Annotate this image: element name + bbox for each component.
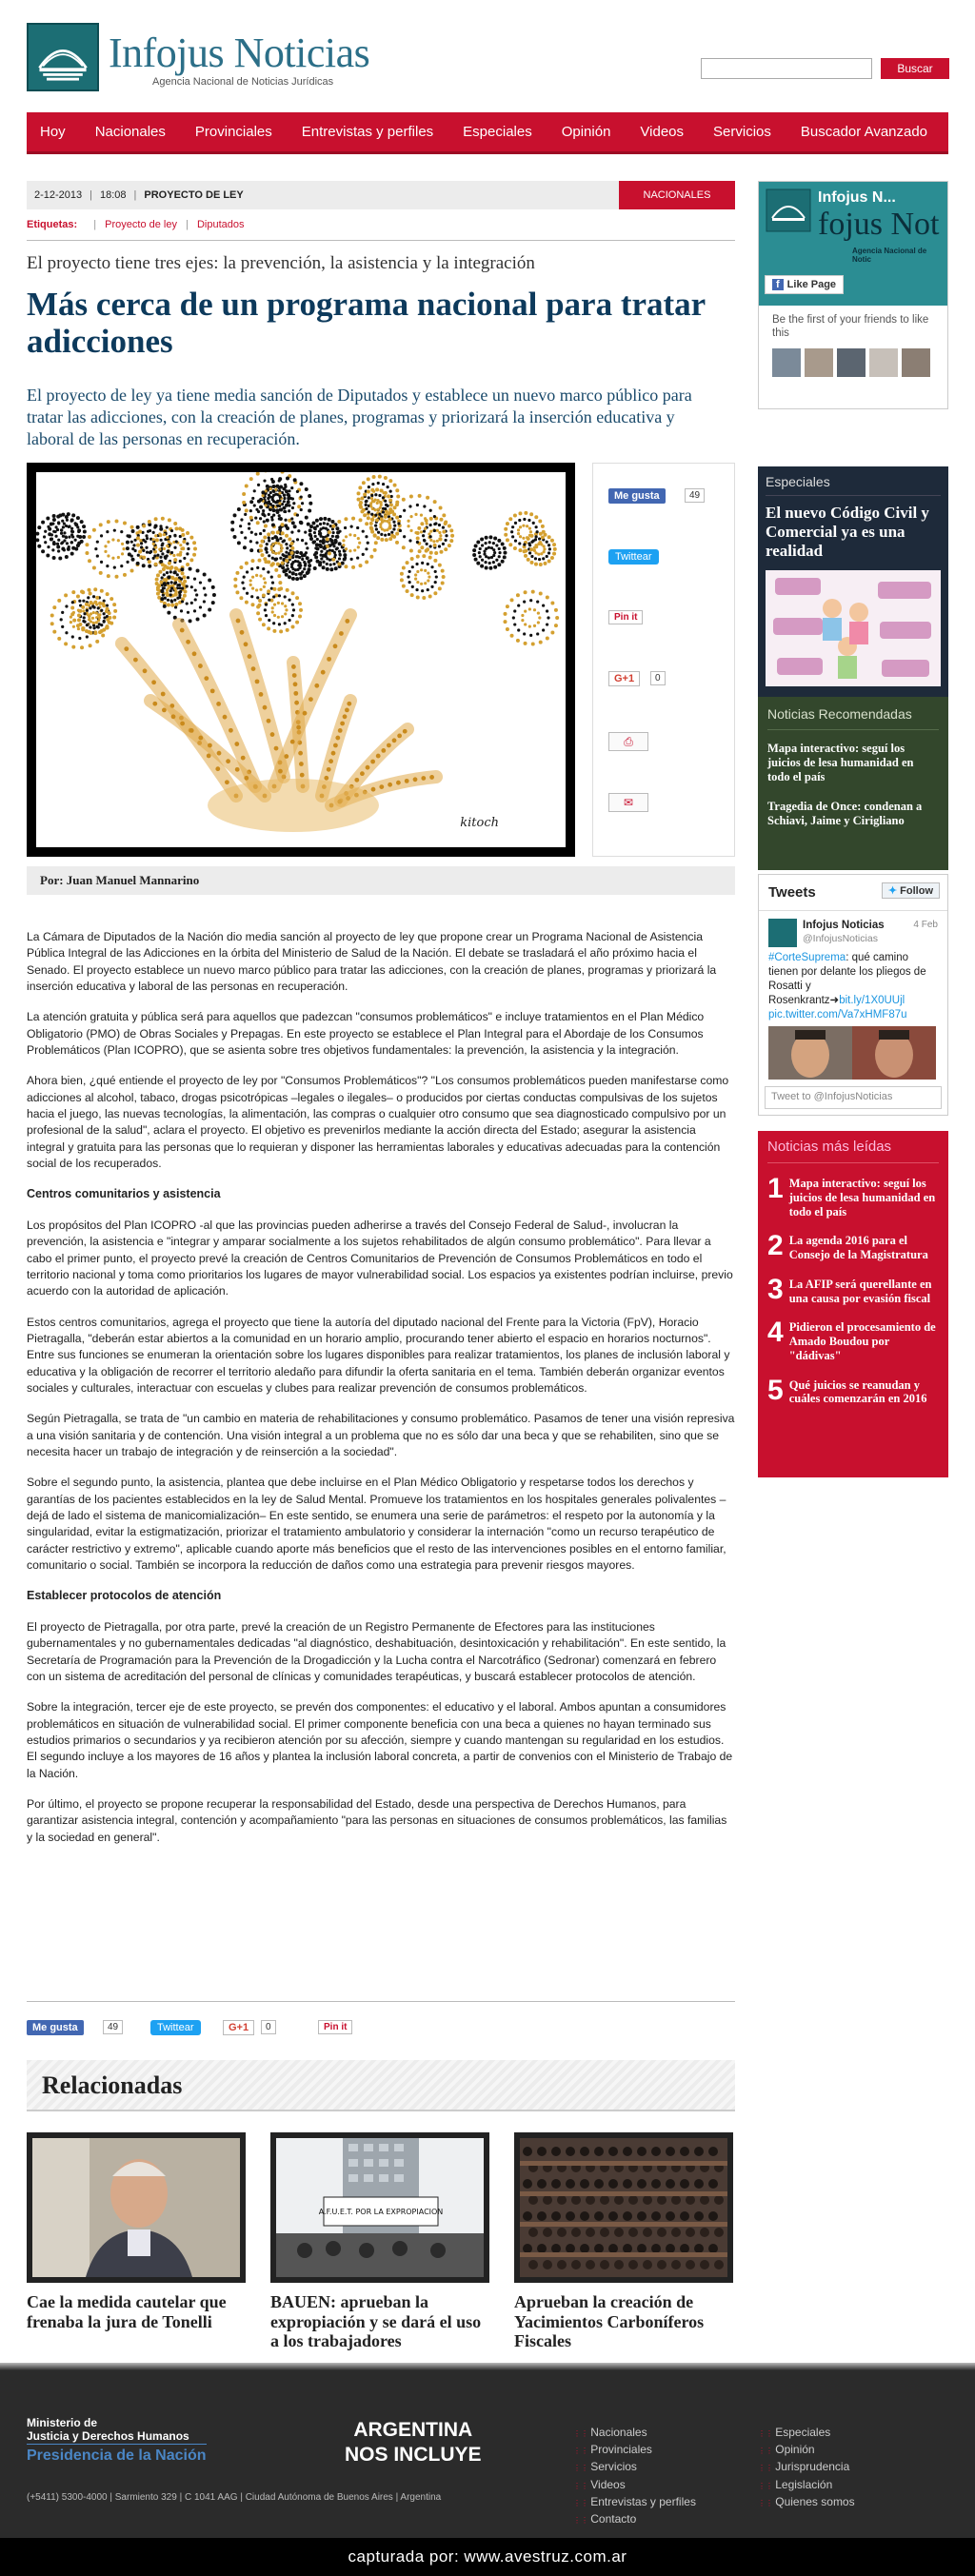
nav-item-nacionales[interactable]: Nacionales	[94, 124, 166, 140]
related-thumbnail[interactable]	[514, 2132, 733, 2283]
article-time: 18:08	[100, 189, 127, 201]
capture-caption: capturada por: www.avestruz.com.ar	[0, 2538, 975, 2576]
article-image	[27, 463, 575, 857]
article-lead: El proyecto de ley ya tiene media sanción de Diputados y establece un nuevo marco público para tratar las adicciones, con la creación de planes, programas y priorizará la inserción educativa y laboral de las personas en recuperación.	[27, 386, 692, 449]
footer-link[interactable]: ⋮⋮ Especiales	[758, 2424, 855, 2441]
ministry-line: Ministerio de	[27, 2416, 98, 2429]
mas-leida-title[interactable]: La agenda 2016 para el Consejo de la Magistratura	[788, 1234, 928, 1261]
body-paragraph: Sobre la integración, tercer eje de este proyecto, se prevén dos componentes: el educativo y el laboral. Ambos apuntan a consumidores problemáticos en situación de vulnerabilidad social. El primer componente beneficia con una beca a quienes no hayan terminado sus estudios primarios o secundarios y ya recibieron atención por su afección, siempre y cuando mantengan su regularidad en los estudios. El segundo incluye a los mayores de 16 años y plantea la inclusión laboral concreta, a partir de convenios con el Ministerio de Trabajo de la Nación.	[27, 1700, 733, 1780]
facebook-like-count: 49	[103, 2020, 123, 2034]
mas-leida-title[interactable]: La AFIP será querellante en una causa por evasión fiscal	[788, 1277, 932, 1305]
twitter-follow-button[interactable]	[882, 882, 940, 899]
nav-item-opinion[interactable]: Opinión	[561, 124, 611, 140]
article-kicker: El proyecto tiene tres ejes: la prevención, la asistencia y la integración	[27, 253, 535, 273]
related-card[interactable]	[270, 2132, 489, 2351]
recomendada-item[interactable]: Mapa interactivo: seguí los juicios de lesa humanidad en todo el país	[767, 742, 914, 783]
printer-icon: ⎙	[624, 735, 633, 748]
article-date: 2-12-2013	[34, 189, 83, 201]
nav-item-especiales[interactable]: Especiales	[463, 124, 532, 140]
nav-item-buscador[interactable]: Buscador Avanzado	[800, 124, 928, 140]
nav-item-videos[interactable]: Videos	[640, 124, 685, 140]
mas-leidas-title: Noticias más leídas	[767, 1139, 939, 1163]
mas-leida-title[interactable]: Qué juicios se reanudan y cuáles comenzarán en 2016	[788, 1377, 927, 1406]
footer-address: (+5411) 5300-4000 | Sarmiento 329 | C 1041 AAG | Ciudad Autónoma de Buenos Aires | Argentina	[27, 2492, 442, 2503]
twitter-share-button[interactable]: Twittear	[608, 549, 659, 565]
label-link-proyecto-de-ley[interactable]: Proyecto de ley	[105, 219, 177, 230]
footer-link[interactable]: ⋮⋮ Opinión	[758, 2441, 855, 2458]
especiales-title: Especiales	[766, 474, 941, 496]
rank-number: 1	[767, 1173, 784, 1204]
follow-label: Follow	[900, 885, 933, 897]
article-body	[27, 929, 735, 1860]
footer-link[interactable]: ⋮⋮ Provinciales	[573, 2441, 696, 2458]
logo-title-b: Noticias	[233, 30, 370, 76]
nav-item-servicios[interactable]: Servicios	[713, 124, 771, 140]
google-plus-count: 0	[261, 2020, 276, 2034]
footer-links-col2	[758, 2424, 855, 2510]
mas-leida-item[interactable]	[767, 1273, 939, 1306]
avatar[interactable]	[772, 348, 801, 377]
ministry-presidency: Presidencia de la Nación	[27, 2444, 207, 2465]
google-plus-button[interactable]: G+1	[223, 2020, 254, 2035]
tweet-hashtag[interactable]: #CorteSuprema	[768, 952, 846, 963]
footer-link[interactable]: ⋮⋮ Servicios	[573, 2458, 696, 2475]
article-author	[27, 866, 735, 895]
tweet-link[interactable]: pic.twitter.com/Va7xHMF87u	[768, 1008, 907, 1020]
recomendadas-title: Noticias Recomendadas	[767, 706, 939, 730]
facebook-faces	[759, 348, 947, 377]
facebook-cover-text: fojus Not	[818, 207, 940, 242]
rank-number: 2	[767, 1230, 784, 1262]
label-separator: |	[93, 219, 97, 230]
tweet-image[interactable]	[768, 1026, 936, 1080]
related-title[interactable]: Aprueban la creación de Yacimientos Carboníferos Fiscales	[514, 2292, 705, 2351]
logo-title-a: Infojus	[109, 30, 225, 76]
facebook-icon: f	[772, 279, 784, 290]
author-name: Por: Juan Manuel Mannarino	[40, 873, 200, 887]
mas-leida-item[interactable]	[767, 1318, 939, 1362]
mail-icon: ✉	[623, 796, 634, 809]
facebook-first-friends: Be the first of your friends to like this	[772, 314, 929, 340]
rank-number: 3	[767, 1273, 784, 1305]
share-column	[592, 463, 735, 857]
section-badge[interactable]: NACIONALES	[619, 181, 735, 209]
related-thumbnail[interactable]	[27, 2132, 246, 2283]
footer-link[interactable]: ⋮⋮ Videos	[573, 2476, 696, 2493]
article-tag[interactable]: PROYECTO DE LEY	[144, 189, 244, 201]
recomendadas-widget	[758, 697, 948, 870]
especiales-headline[interactable]: El nuevo Código Civil y Comercial ya es una realidad	[766, 504, 929, 561]
avatar[interactable]	[805, 348, 833, 377]
mas-leida-item[interactable]	[767, 1232, 939, 1262]
labels-title: Etiquetas:	[27, 219, 78, 230]
body-paragraph: El proyecto de Pietragalla, por otra parte, prevé la creación de un Registro Permanente de Efectores para las instituciones gubernamentales y no gubernamentales dedicadas "al diagnóstico, deshabituación, desintoxicación y rehabilitación". En este sentido, la Secretaría de Programación para la Prevención de la Drogadicción y la Lucha contra el Narcotráfico (Sedronar) comenzará en febrero con un sistema de acreditación del personal de clínicas y comunidades terapéuticas, y buscará establecer protocolos de atención.	[27, 1620, 726, 1683]
divider	[27, 2001, 735, 2002]
share-bar-bottom	[27, 2018, 408, 2041]
label-separator: |	[186, 219, 189, 230]
tweet-text: : qué camino tienen por delante los pliegos de Rosatti y Rosenkrantz➜	[768, 952, 926, 1006]
rank-number: 5	[767, 1374, 784, 1406]
related-thumbnail[interactable]	[270, 2132, 489, 2283]
site-logo-icon[interactable]	[27, 23, 99, 91]
article-labels	[27, 219, 245, 230]
related-sign-text: A.F.U.E.T. POR LA EXPROPIACION	[318, 2208, 444, 2216]
facebook-like-page-button[interactable]	[765, 275, 844, 294]
site-logo-subtitle: Agencia Nacional de Noticias Jurídicas	[152, 76, 334, 88]
footer-link[interactable]: ⋮⋮ Legislación	[758, 2476, 855, 2493]
body-paragraph: Según Pietragalla, se trata de "un cambio en materia de rehabilitaciones y consumo problemático. Pasamos de tener una visión represiva a una visión sanitaria y de contención. Una visión integral a un problema que no es sólo dar una beca y que se rehabiliten, sino que se necesita hacer un trabajo de integración y de reinserción a la sociedad".	[27, 1412, 735, 1458]
google-plus-button[interactable]: G+1	[608, 671, 640, 686]
tweets-header	[759, 875, 947, 911]
body-paragraph: Estos centros comunitarios, agrega el proyecto que tiene la autoría del diputado nacional del Frente para la Victoria (FpV), Horacio Pietragalla, "deberán estar abiertos a la comunidad en un horario amplio, procurando tener abierto el espacio en horarios nocturnos". Entre sus funciones se enumeran la orientación sobre los lugares disponibles para realizar tratamientos, los planes de inclusión laboral y educativa y la obligación de recorrer el territorio aledaño para difundir la oferta sanitaria en el tema. También deberán organizar eventos sociales y culturales, interactuar con escuelas y clubes para realizar prevención de consumos problemáticos.	[27, 1315, 730, 1395]
recomendada-item[interactable]: Tragedia de Once: condenan a Schiavi, Jaime y Cirigliano	[767, 800, 923, 827]
avatar[interactable]	[902, 348, 930, 377]
twitter-widget	[758, 874, 948, 1116]
facebook-like-count: 49	[685, 488, 705, 503]
footer-shadow	[0, 2363, 975, 2370]
ministry-logo[interactable]	[27, 2416, 207, 2465]
tweet-link[interactable]: bit.ly/1X0UUjl	[839, 994, 905, 1006]
ministry-line: Justicia y Derechos Humanos	[27, 2429, 189, 2444]
article-headline: Más cerca de un programa nacional para tratar adicciones	[27, 286, 706, 361]
facebook-cover	[759, 182, 947, 306]
google-plus-count: 0	[650, 671, 666, 685]
facebook-widget	[758, 181, 948, 409]
facebook-like-button[interactable]: Me gusta	[27, 2020, 84, 2035]
email-button[interactable]	[608, 793, 648, 812]
meta-separator: |	[90, 189, 93, 201]
nav-item-hoy[interactable]: Hoy	[40, 124, 66, 140]
site-logo-title[interactable]	[109, 32, 369, 74]
tweets-title: Tweets	[768, 884, 816, 901]
rank-number: 4	[767, 1317, 784, 1349]
mas-leida-title[interactable]: Mapa interactivo: seguí los juicios de lesa humanidad en todo el país	[788, 1177, 936, 1219]
footer-link[interactable]: ⋮⋮ Nacionales	[573, 2424, 696, 2441]
nav-item-provinciales[interactable]: Provinciales	[194, 124, 272, 140]
site-footer	[0, 2363, 975, 2538]
facebook-cover-subtitle: Agencia Nacional de Notic	[852, 247, 927, 264]
nav-item-entrevistas[interactable]: Entrevistas y perfiles	[301, 124, 434, 140]
main-nav	[27, 112, 948, 154]
slogan-line: ARGENTINA	[353, 2419, 473, 2441]
tweet[interactable]	[759, 911, 947, 1087]
illustration-signature: kitoch	[460, 816, 499, 830]
illustration-hands	[36, 472, 566, 847]
body-paragraph: La atención gratuita y pública será para aquellos que padezcan "consumos problemáticos" e incluye tratamientos en el Plan Médico Obligatorio (PMO) de Obras Sociales y Prepagas. En este proyecto se establece el Plan Integral para el Abordaje de los Consumos Problemáticos (Plan ICOPRO), que se asienta sobre tres objetivos fundamentales: la prevención, la asistencia y la integración.	[27, 1010, 705, 1057]
mas-leida-item[interactable]	[767, 1175, 939, 1219]
tweet-author[interactable]: Infojus Noticias	[803, 920, 885, 931]
mas-leidas-widget	[758, 1131, 948, 1477]
body-paragraph: Sobre el segundo punto, la asistencia, plantea que debe incluirse en el Plan Médico Obligatorio y respetarse todos los derechos y garantías de los pacientes establecidos en la ley de Salud Mental. Promueve los tratamientos en los hospitales generales polivalentes –dejá de lado el sistema de manicomialización– En este sentido, se enumera una serie de parámetros: el respeto por la autonomía y la singularidad, evitar la estigmatización, priorizar el tratamiento ambulatorio y considerar la internación "como un recurso terapéutico de carácter restrictivo y extremo", aplicable cuando aporte más beneficios que el resto de las intervenciones posibles en el entorno familiar, comunitario o social. También se incorpora la reducción de daños como una estrategia para prevenir riesgos mayores.	[27, 1476, 726, 1572]
avatar[interactable]	[869, 348, 898, 377]
meta-separator: |	[133, 189, 137, 201]
body-paragraph: La Cámara de Diputados de la Nación dio media sanción al proyecto de ley que propone crear un Programa Nacional de Asistencia Pública Integral de las Adicciones en la órbita del Ministerio de Salud de la Nación. El debate se trasladará el año próximo hacia el Senado. El proyecto establece un nuevo marco público para tratar las adicciones, con la creación de planes, programas y priorizará la inserción educativa y laboral de las personas en recuperación.	[27, 930, 717, 993]
like-page-label: Like Page	[786, 279, 837, 290]
related-card[interactable]	[514, 2132, 733, 2351]
twitter-bird-icon: ✦	[887, 885, 898, 897]
mas-leida-item[interactable]	[767, 1374, 939, 1407]
pinterest-button[interactable]: Pin it	[318, 2020, 352, 2034]
slogan-line: NOS INCLUYE	[345, 2444, 482, 2467]
avatar[interactable]	[837, 348, 866, 377]
footer-link[interactable]: ⋮⋮ Contacto	[573, 2510, 696, 2527]
body-paragraph: Por último, el proyecto se propone recuperar la responsabilidad del Estado, desde una perspectiva de Derechos Humanos, para garantizar asistencia integral, contención y acompañamiento "para las personas en situaciones de consumos problemáticos, las familias y la sociedad en general".	[27, 1796, 727, 1844]
search-button[interactable]: Buscar	[881, 58, 949, 79]
related-title[interactable]: Cae la medida cautelar que frenaba la jura de Tonelli	[27, 2292, 227, 2331]
footer-link[interactable]: ⋮⋮ Jurisprudencia	[758, 2458, 855, 2475]
tweet-compose-input[interactable]: Tweet to @InfojusNoticias	[765, 1086, 942, 1109]
twitter-share-button[interactable]: Twittear	[150, 2020, 201, 2035]
body-subheading: Establecer protocolos de atención	[27, 1589, 222, 1603]
body-paragraph: Ahora bien, ¿qué entiende el proyecto de ley por "Consumos Problemáticos"? "Los consumos problemáticos pueden manifestarse como adicciones al alcohol, tabaco, drogas psicotrópicas –legales o ilegales– o producidos por ciertas conductas compulsivas de los sujetos hacia el juego, las nuevas tecnologías, la alimentación, las compras o cualquier otro consumo que sea diagnosticado compulsivo por un profesional de la salud", aclara el proyecto. El objetivo es prevenirlos mediante la acción directa del Estado; asegurar la asistencia integral y gratuita para las personas que lo requieran y disponer las herramientas laborales y educativas adecuadas para la contención social de los recuperados.	[27, 1074, 729, 1170]
site-header	[0, 0, 975, 112]
related-title[interactable]: BAUEN: aprueban la expropiación y se dará el uso a los trabajadores	[270, 2292, 482, 2351]
argentina-slogan[interactable]	[345, 2418, 482, 2468]
print-button[interactable]	[608, 732, 648, 751]
especiales-image[interactable]	[766, 570, 941, 686]
body-paragraph: Los propósitos del Plan ICOPRO -al que las provincias pueden adherirse a través del Consejo Federal de Salud-, involucran la prevención, la asistencia e "integrar y amparar socialmente a los sujetos rehabilitados de algún consumo problemático". Para llevar a cabo el primer punto, el proyecto prevé la creación de Centros Comunitarios de Prevención de Consumos Problemáticos en todo el territorio nacional y toma como prioritarios los lugares de mayor vulnerabilidad social. Los espacios ya existentes podrían incluirse, previo acuerdo con la autoridad de aplicación.	[27, 1219, 733, 1298]
search-input[interactable]	[701, 58, 872, 79]
mas-leida-title[interactable]: Pidieron el procesamiento de Amado Boudou por "dádivas"	[788, 1320, 936, 1362]
tweet-handle[interactable]: @InfojusNoticias	[803, 932, 878, 944]
footer-links-col1	[573, 2424, 696, 2527]
label-link-diputados[interactable]: Diputados	[196, 219, 245, 230]
facebook-like-button[interactable]: Me gusta	[608, 488, 666, 504]
footer-link[interactable]: ⋮⋮ Entrevistas y perfiles	[573, 2493, 696, 2510]
related-card[interactable]	[27, 2132, 246, 2331]
footer-link[interactable]: ⋮⋮ Quienes somos	[758, 2493, 855, 2510]
especiales-widget[interactable]	[758, 466, 948, 701]
related-heading: Relacionadas	[27, 2060, 735, 2111]
body-subheading: Centros comunitarios y asistencia	[27, 1187, 221, 1201]
tweet-date[interactable]: 4 Feb	[913, 920, 938, 930]
divider	[27, 240, 735, 241]
pinterest-button[interactable]: Pin it	[608, 610, 643, 624]
facebook-page-title[interactable]: Infojus N...	[818, 189, 896, 206]
avatar[interactable]	[768, 919, 797, 947]
